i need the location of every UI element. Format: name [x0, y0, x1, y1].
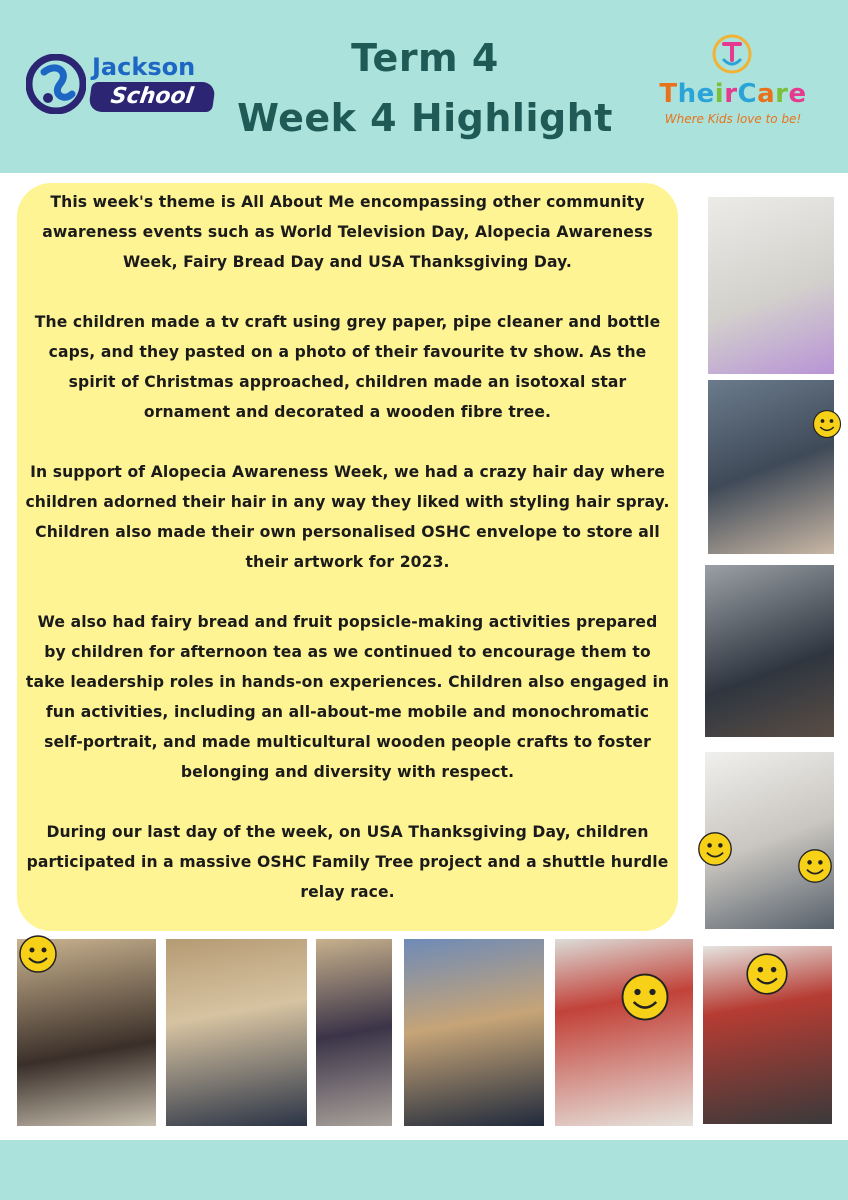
photo-fruit-preparation: [555, 939, 693, 1126]
smiley-face-icon: [812, 409, 842, 439]
theircare-letter: h: [677, 79, 697, 109]
theircare-letter: e: [696, 79, 715, 109]
jackson-logo-line2: School: [88, 82, 216, 112]
photo-tv-craft: [404, 939, 544, 1126]
page-title: [220, 28, 630, 148]
theircare-tagline: Where Kids love to be!: [664, 112, 802, 126]
theircare-letter: a: [757, 79, 776, 109]
jackson-school-logo: [26, 52, 216, 116]
theircare-letter: i: [714, 79, 725, 109]
title-line-2: Week 4 Highlight: [237, 96, 613, 140]
jackson-school-emblem-icon: [26, 54, 86, 114]
theircare-logo: [648, 30, 818, 135]
smiley-face-icon: [18, 934, 58, 974]
photo-educator-with-artwork: [708, 380, 834, 554]
highlight-text-panel: [17, 183, 678, 931]
theircare-letter: r: [775, 79, 789, 109]
paragraph-thanksgiving: During our last day of the week, on USA Thanksgiving Day, children participated in a massive OSHC Family Tree project and a shuttle hurdle relay race.: [26, 823, 669, 901]
paragraph-activities: We also had fairy bread and fruit popsicle-making activities prepared by children for afternoon tea as we continued to encourage them to take leadership roles in hands-on experiences. Children also engaged in fun activities, including an all-about-me mobile and monochromatic self-portrait, and made multicultural wooden people crafts to foster belonging and diversity with respect.: [25, 613, 670, 781]
photo-child-drawing: [708, 197, 834, 374]
smiley-face-icon: [697, 831, 733, 867]
theircare-letter: C: [737, 79, 758, 109]
highlight-text: [25, 187, 670, 907]
theircare-letter: r: [724, 79, 738, 109]
footer-band: [0, 1140, 848, 1200]
paragraph-alopecia: In support of Alopecia Awareness Week, we had a crazy hair day where children adorned their hair in any way they liked with styling hair spray. Children also made their own personalised OSHC envelope to store all their artwork for 2023.: [25, 463, 670, 571]
theircare-wordmark: [648, 78, 818, 110]
theircare-emblem-icon: [710, 30, 754, 74]
photo-child-popsicles: [705, 565, 834, 737]
photo-boy-in-hall: [166, 939, 307, 1126]
theircare-letter: T: [659, 79, 678, 109]
title-line-1: Term 4: [351, 36, 499, 80]
jackson-logo-line1: Jackson: [92, 53, 196, 81]
smiley-face-icon: [745, 952, 789, 996]
paragraph-tv-craft: The children made a tv craft using grey paper, pipe cleaner and bottle caps, and they pasted on a photo of their favourite tv show. As the spirit of Christmas approached, children made an isotoxal star ornament and decorated a wooden fibre tree.: [34, 313, 661, 421]
smiley-face-icon: [797, 848, 833, 884]
paragraph-theme: This week's theme is All About Me encompassing other community awareness events such as World Television Day, Alopecia Awareness Week, Fairy Bread Day and USA Thanksgiving Day.: [42, 193, 653, 271]
theircare-letter: e: [788, 79, 807, 109]
smiley-face-icon: [620, 972, 670, 1022]
photo-star-ornament: [316, 939, 392, 1126]
